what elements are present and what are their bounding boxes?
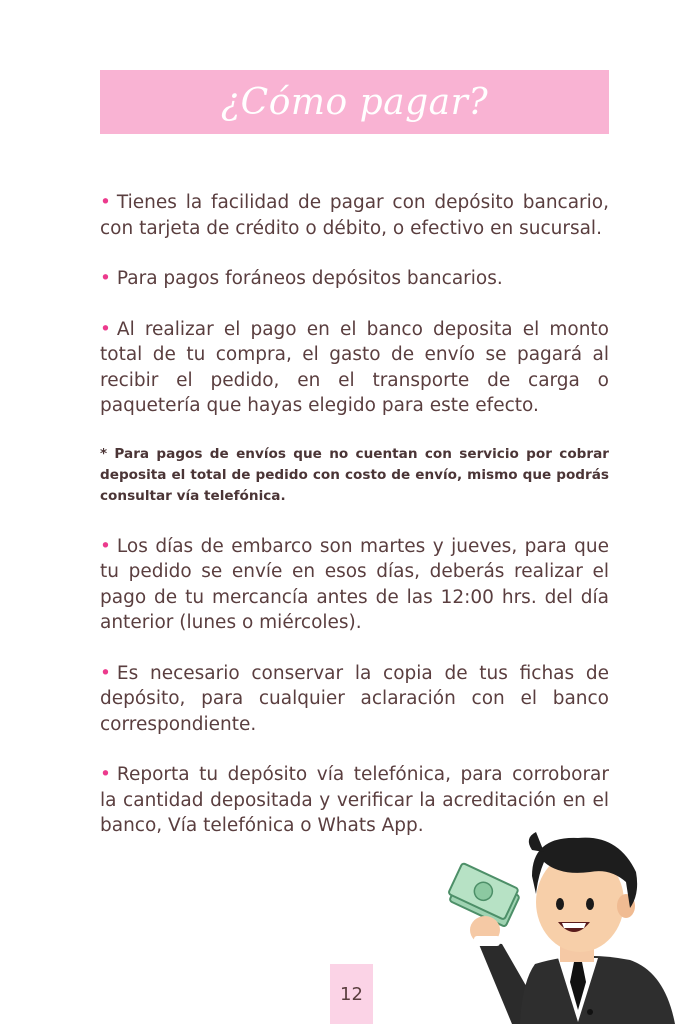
page-number: 12: [330, 964, 373, 1024]
title-banner: [100, 70, 609, 134]
paragraph-report-deposit: • Reporta tu depósito vía telefónica, para corroborar la cantidad depositada y verificar la acreditación en el banco, Vía telefónica o Whats App.: [100, 764, 609, 836]
bullet-icon: •: [100, 535, 111, 557]
content: [100, 190, 609, 864]
businessman-holding-money-icon: [440, 832, 689, 1024]
paragraph-keep-receipts: • Es necesario conservar la copia de tus fichas de depósito, para cualquier aclaración con el banco correspondiente.: [100, 662, 609, 735]
paragraph-bank-deposit: • Al realizar el pago en el banco deposita el monto total de tu compra, el gasto de envío se pagará al recibir el pedido, en el transporte de carga o paquetería que hayas elegido para este efecto.: [100, 318, 609, 416]
shipping-note: * Para pagos de envíos que no cuentan con servicio por cobrar deposita el total de pedido con costo de envío, mismo que podrás consultar vía telefónica.: [100, 445, 609, 504]
bullet-icon: •: [100, 764, 111, 785]
bullet-icon: •: [100, 318, 111, 340]
bullet-icon: •: [100, 192, 111, 213]
paragraph-payment-options: • Tienes la facilidad de pagar con depósito bancario, con tarjeta de crédito o débito, o efectivo en sucursal.: [100, 192, 609, 239]
paragraph-shipping-days: • Los días de embarco son martes y jueves, para que tu pedido se envíe en esos días, deberás realizar el pago de tu mercancía antes de las 12:00 hrs. del día anterior (lunes o miércoles).: [100, 535, 609, 633]
paragraph-foreign-payments: • Para pagos foráneos depósitos bancarios.: [100, 268, 503, 289]
page-title: ¿Cómo pagar?: [220, 81, 489, 123]
bullet-icon: •: [100, 662, 111, 684]
bullet-icon: •: [100, 268, 111, 289]
